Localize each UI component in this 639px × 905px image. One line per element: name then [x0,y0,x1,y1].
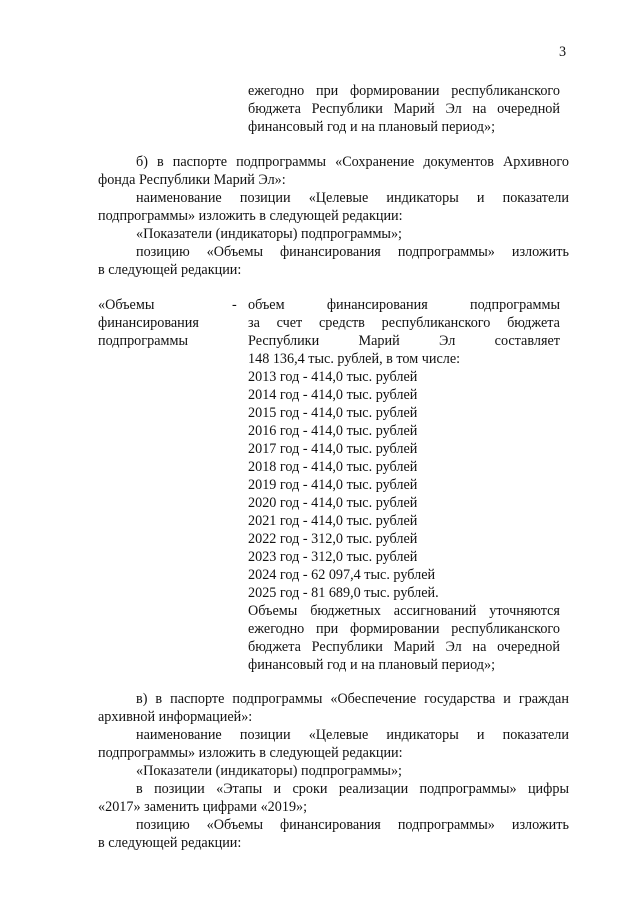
word: показатели [502,727,569,743]
section-b-rename-line-1 [136,190,569,207]
funding-year-2021: 2021 год - 414,0 тыс. рублей [248,513,418,529]
section-v-intro-line-1 [136,691,569,708]
word: подпрограммы [232,691,323,707]
word: подпрограммы» [397,244,495,260]
word: Архивного [502,154,569,170]
funding-label-line-3: подпрограммы [98,333,188,349]
funding-dash: - [232,297,237,313]
word: подпрограммы [470,297,560,313]
word: и [503,691,511,707]
word: индикаторы [386,727,459,743]
funding-year-2022: 2022 год - 312,0 тыс. рублей [248,531,418,547]
word: позиции [239,190,291,206]
section-v-stages-line-2: «2017» заменить цифрами «2019»; [98,799,308,815]
word: паспорте [170,691,225,707]
funding-year-2019: 2019 год - 414,0 тыс. рублей [248,477,418,493]
word: показатели [502,190,569,206]
word: «Этапы [216,781,263,797]
word: на [472,101,487,117]
word: наименование [136,727,222,743]
top-tail-line-1 [248,83,560,100]
word: при [315,83,339,99]
word: позицию [136,244,190,260]
word: средств [318,315,365,331]
section-v-rename-line-2: подпрограммы» изложить в следующей редакции: [98,745,403,761]
funding-year-2017: 2017 год - 414,0 тыс. рублей [248,441,418,457]
funding-year-2014: 2014 год - 414,0 тыс. рублей [248,387,418,403]
word: сроки [292,781,328,797]
word: республиканского [451,621,560,637]
word: и [273,781,282,797]
word: Эл [439,333,456,349]
section-b-intro-line-1 [136,154,569,171]
word: «Сохранение [335,154,415,170]
section-v-position-line-1 [136,817,569,834]
word: позиции [154,781,205,797]
section-b-intro-line-2: фонда Республики Марий Эл»: [98,172,286,188]
word: бюджета [248,639,301,655]
word: бюджетных [310,603,381,619]
word: индикаторы [386,190,459,206]
funding-text-line-2 [248,315,560,332]
funding-year-2020: 2020 год - 414,0 тыс. рублей [248,495,418,511]
word: ежегодно [248,621,305,637]
funding-year-2023: 2023 год - 312,0 тыс. рублей [248,549,418,565]
word: ежегодно [248,83,305,99]
top-tail-line-3 [248,119,495,136]
word: государства [424,691,496,707]
word: при [315,621,339,637]
word: «Обеспечение [330,691,417,707]
word: «Объемы [206,817,263,833]
section-v-position-line-2: в следующей редакции: [98,835,242,851]
word: б) [136,154,148,170]
word: «Целевые [308,190,369,206]
word: документов [423,154,494,170]
funding-year-2015: 2015 год - 414,0 тыс. рублей [248,405,418,421]
word: «Объемы [206,244,263,260]
word: за [248,315,260,331]
word: Эл [445,101,462,117]
word: позиции [239,727,291,743]
word: формировании [349,83,440,99]
funding-text-line-1 [248,297,560,314]
word: Республики [248,333,320,349]
word: в [157,154,164,170]
word: в) [136,691,148,707]
section-b-rename-line-2: подпрограммы» изложить в следующей редакции: [98,208,403,224]
top-tail-line-2 [248,101,560,118]
word: подпрограммы [236,154,327,170]
section-b-position-line-2: в следующей редакции: [98,262,242,278]
word: Республики [311,639,383,655]
word: паспорте [172,154,228,170]
word: изложить [511,817,569,833]
word: Республики [311,101,383,117]
word: финансирования [326,297,428,313]
page-number: 3 [559,44,567,60]
section-v-intro-line-2: архивной информацией»: [98,709,253,725]
funding-note-line-1 [248,603,560,620]
section-b-position-line-1 [136,244,569,261]
word: бюджета [248,101,301,117]
word: в [155,691,163,707]
word: подпрограммы» [397,817,495,833]
word: цифры [527,781,569,797]
word: республиканского [451,83,560,99]
word: в [136,781,143,797]
word: финансирования [279,244,381,260]
word: уточняются [489,603,560,619]
word: «Целевые [308,727,369,743]
word: на [472,639,487,655]
word: ассигнований [393,603,477,619]
word: Объемы [248,603,298,619]
word: и [476,727,485,743]
funding-total: 148 136,4 тыс. рублей, в том числе: [248,351,461,367]
funding-note-line-2 [248,621,560,638]
word: очередной [497,101,560,117]
word: Марий [358,333,400,349]
word: наименование [136,190,222,206]
word: Марий [393,101,435,117]
word: позицию [136,817,190,833]
funding-year-2024: 2024 год - 62 097,4 тыс. рублей [248,567,436,583]
funding-label-line-1: «Объемы [98,297,155,313]
section-v-new-name: «Показатели (индикаторы) подпрограммы»; [136,763,403,779]
funding-year-2018: 2018 год - 414,0 тыс. рублей [248,459,418,475]
word: финансовый год и на плановый период»; [248,119,496,135]
section-v-stages-line-1 [136,781,569,798]
word: очередной [497,639,560,655]
funding-note-line-4 [248,657,495,674]
word: объем [248,297,285,313]
word: реализации [338,781,409,797]
word: подпрограммы» [419,781,517,797]
funding-year-2016: 2016 год - 414,0 тыс. рублей [248,423,418,439]
word: республиканского [381,315,491,331]
word: бюджета [507,315,560,331]
word: граждан [518,691,569,707]
word: финансирования [279,817,381,833]
funding-year-2025: 2025 год - 81 689,0 тыс. рублей. [248,585,439,601]
word: счет [276,315,303,331]
word: составляет [494,333,560,349]
word: изложить [511,244,569,260]
word: финансовый год и на плановый период»; [248,657,496,673]
word: формировании [349,621,440,637]
section-v-rename-line-1 [136,727,569,744]
funding-label-line-2: финансирования [98,315,199,331]
word: и [476,190,485,206]
word: Эл [445,639,462,655]
section-b-new-name: «Показатели (индикаторы) подпрограммы»; [136,226,403,242]
funding-text-line-3 [248,333,560,350]
funding-year-2013: 2013 год - 414,0 тыс. рублей [248,369,418,385]
word: Марий [393,639,435,655]
funding-note-line-3 [248,639,560,656]
